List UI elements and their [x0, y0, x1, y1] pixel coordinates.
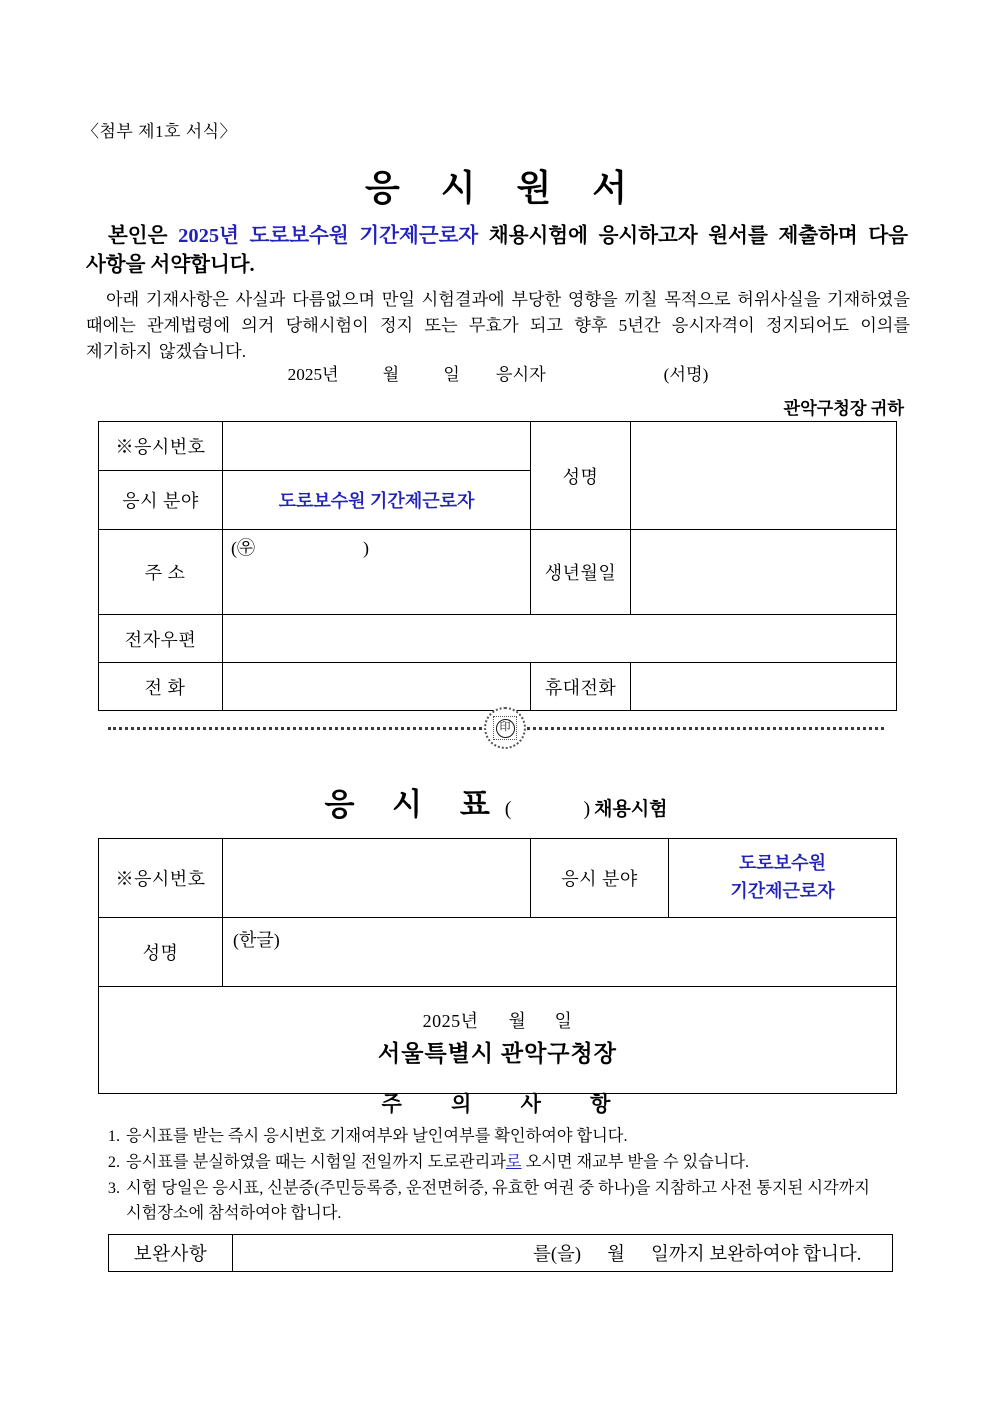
notice-number: 3.	[107, 1179, 120, 1198]
phone-field[interactable]	[223, 663, 531, 711]
intro-highlight: 2025년 도로보수원 기간제근로자	[178, 225, 479, 247]
phone-label: 전 화	[99, 663, 223, 711]
list-item	[96, 1124, 908, 1149]
mobile-field[interactable]	[631, 663, 897, 711]
supplement-label: 보완사항	[109, 1235, 233, 1272]
table-row	[99, 839, 897, 918]
table-row	[109, 1235, 893, 1272]
ticket-issue-date	[99, 1009, 896, 1033]
notice-link[interactable]: 로	[505, 1153, 522, 1172]
intro-lead: 본인은	[108, 225, 179, 247]
supplement-part1: 를(을)	[533, 1245, 582, 1265]
email-label: 전자우편	[99, 615, 223, 663]
seal-glyph-label: 印	[496, 719, 515, 738]
address-label: 주 소	[99, 530, 223, 615]
ticket-field-value-line2: 기간제근로자	[730, 881, 835, 901]
postal-code-marker: (㉾	[231, 538, 255, 558]
table-row	[99, 663, 897, 711]
ticket-issue-month: 월	[508, 1010, 527, 1031]
intro-paragraph	[86, 222, 908, 280]
ticket-title-tail: 채용시험	[594, 799, 668, 820]
notice-text: 시험 당일은 응시표, 신분증(주민등록증, 운전면허증, 유효한 여권 중 하나)을 지참하고 사전 통지된 시각까지 시험장소에 참석하여야 합니다.	[126, 1179, 870, 1223]
oath-paragraph: 아래 기재사항은 사실과 다름없으며 만일 시험결과에 부당한 영향을 끼칠 목적으로 허위사실을 기재하였을 때에는 관계법령에 의거 당해시험이 정지 또는 무효가 되고 향후 5년간 응시자격이 정지되어도 이의를 제기하지 않겠습니다.	[86, 290, 910, 362]
signature-applicant-label: 응시자	[495, 365, 546, 384]
supplement-text[interactable]	[233, 1235, 893, 1272]
table-row	[99, 987, 897, 1094]
ticket-title-paren-close: )	[583, 798, 591, 820]
ticket-name-field[interactable]: (한글)	[223, 918, 897, 987]
name-field[interactable]	[631, 422, 897, 530]
supplement-table	[108, 1234, 893, 1272]
ticket-issuer-block	[99, 987, 897, 1094]
ticket-exam-number-label: ※응시번호	[99, 839, 223, 918]
postal-code-close: )	[363, 538, 369, 558]
applicant-info-table	[98, 421, 897, 711]
table-row	[99, 530, 897, 615]
signature-year: 2025년	[287, 365, 339, 384]
ticket-issuer-name: 서울특별시 관악구청장	[378, 1041, 617, 1067]
supplement-part2: 일까지 보완하여야 합니다.	[650, 1245, 862, 1265]
email-field[interactable]	[223, 615, 897, 663]
exam-number-label: ※응시번호	[99, 422, 223, 471]
signature-day: 일	[443, 365, 460, 384]
signature-sign-label: (서명)	[663, 365, 709, 384]
page-title: 응 시 원 서	[364, 168, 644, 208]
notice-text-pre: 응시표를 분실하였을 때는 시험일 전일까지 도로관리과	[126, 1153, 506, 1172]
ticket-issue-day: 일	[554, 1010, 573, 1031]
notices-heading: 주 의 사 항	[381, 1092, 633, 1116]
notice-text-post: 오시면 재교부 받을 수 있습니다.	[521, 1153, 750, 1172]
list-item	[96, 1176, 908, 1226]
notices-list	[96, 1124, 908, 1227]
ticket-issue-year: 2025년	[422, 1010, 479, 1031]
field-label: 응시 분야	[99, 471, 223, 530]
ticket-title-paren-open: (	[504, 798, 512, 820]
field-value: 도로보수원 기간제근로자	[223, 471, 531, 530]
signature-month: 월	[382, 365, 400, 384]
ticket-field-value	[669, 839, 897, 918]
ticket-name-label: 성명	[99, 918, 223, 987]
notice-number: 2.	[107, 1153, 120, 1172]
list-item	[96, 1150, 908, 1175]
table-row	[99, 422, 897, 471]
exam-ticket-table	[98, 838, 897, 1094]
notice-text	[126, 1150, 908, 1175]
notice-number: 1.	[107, 1127, 120, 1145]
address-field[interactable]	[223, 530, 531, 615]
mobile-label: 휴대전화	[531, 663, 631, 711]
ticket-title-main: 응 시 표	[324, 787, 505, 822]
ticket-field-value-line1: 도로보수원	[739, 853, 826, 874]
ticket-title	[0, 779, 992, 824]
birthdate-field[interactable]	[631, 530, 897, 615]
ticket-field-label: 응시 분야	[531, 839, 669, 918]
seal-stamp-icon	[484, 707, 526, 749]
name-label: 성명	[531, 422, 631, 530]
table-row	[99, 918, 897, 987]
birthdate-label: 생년월일	[531, 530, 631, 615]
notice-text: 응시표를 받는 즉시 응시번호 기재여부와 날인여부를 확인하여야 합니다.	[126, 1127, 628, 1145]
table-row	[99, 615, 897, 663]
form-code-label: 〈첨부 제1호 서식〉	[82, 122, 238, 141]
intro-rest: 채용시험에 응시하고자 원서를 제출하며 다음 사항을 서약합니다.	[86, 225, 908, 277]
ticket-exam-number-field[interactable]	[223, 839, 531, 918]
signature-line	[86, 360, 910, 385]
exam-number-field[interactable]	[223, 422, 531, 471]
supplement-month: 월	[607, 1245, 625, 1265]
addressee-label: 관악구청장 귀하	[783, 399, 904, 418]
